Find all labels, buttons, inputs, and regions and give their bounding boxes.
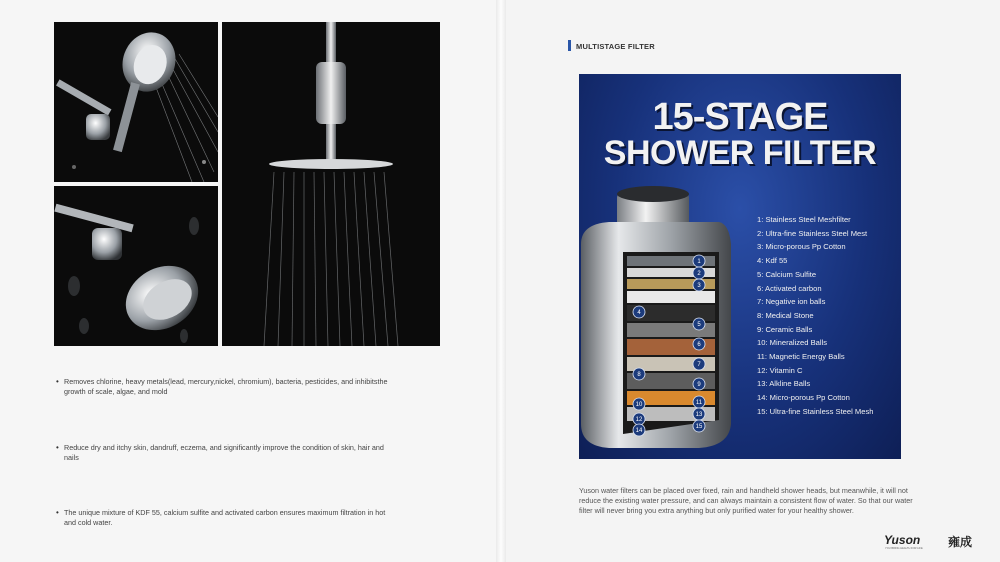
layer-number: 4: [637, 310, 641, 316]
fixed-shower-photo: [54, 186, 218, 346]
stage-item: 10: Mineralized Balls: [757, 338, 828, 348]
stage-item: 4: Kdf 55: [757, 256, 788, 266]
bullet-dot: •: [56, 443, 59, 452]
brand-tagline: YOU BRING HEALTH FOR LIFE: [885, 547, 923, 550]
feature-text: Removes chlorine, heavy metals(lead, mercury,nickel, chromium), bacteria, pesticides, and inhibitsthe growth of scale, algae, and mold: [64, 377, 388, 396]
stage-item: 3: Micro-porous Pp Cotton: [757, 242, 846, 252]
stage-item: 11: Magnetic Energy Balls: [757, 352, 845, 362]
handheld-shower-photo: [54, 22, 218, 182]
layer-number: 5: [697, 322, 701, 328]
poster-title-line1: 15-STAGE: [652, 96, 828, 138]
stage-item: 7: Negative ion balls: [757, 297, 826, 307]
product-description: Yuson water filters can be placed over fixed, rain and handheld shower heads, but meanwhile, it will not reduce the existing water pressure, and can always maintain a consistent flow of water. So that our water filter will never bring you extra anything but only purified water for your healthy shower.: [579, 486, 913, 516]
layer-number: 11: [695, 400, 703, 406]
section-marker: [568, 40, 571, 51]
layer-number: 12: [635, 417, 643, 423]
filter-poster: [579, 74, 901, 459]
poster-title-line2: SHOWER FILTER: [603, 134, 877, 172]
stage-item: 1: Stainless Steel Meshfilter: [757, 215, 851, 224]
layer-number: 8: [637, 372, 641, 378]
layer-number: 10: [635, 402, 643, 408]
brand-name-en: Yuson: [884, 533, 921, 547]
layer-number: 2: [697, 271, 701, 277]
feature-text: Reduce dry and itchy skin, dandruff, eczema, and significantly improve the condition of skin, hair and nails: [64, 443, 384, 462]
stage-list: [757, 213, 874, 419]
layer-number: 7: [697, 362, 701, 368]
stage-item: 9: Ceramic Balls: [757, 324, 813, 334]
layer-number: 15: [695, 424, 703, 430]
stage-item: 12: Vitamin C: [757, 365, 803, 375]
stage-item: 13: Alkline Balls: [757, 379, 811, 389]
stage-item: 8: Medical Stone: [757, 310, 814, 320]
stage-item: 14: Micro-porous Pp Cotton: [757, 393, 850, 403]
stage-item: 5: Calcium Sulfite: [757, 269, 817, 279]
stage-item: 15: Ultra-fine Stainless Steel Mesh: [757, 406, 874, 416]
brand-name-cn: 雍成: [948, 535, 973, 549]
layer-number: 14: [635, 428, 643, 434]
section-title: MULTISTAGE FILTER: [576, 42, 655, 51]
layer-number: 13: [695, 412, 703, 418]
bullet-dot: •: [56, 508, 59, 517]
page-gutter: [496, 0, 506, 562]
layer-number: 1: [697, 259, 701, 265]
feature-bullet: [56, 377, 396, 397]
bullet-dot: •: [56, 377, 59, 386]
feature-bullet: [56, 508, 396, 528]
feature-bullet: [56, 443, 396, 463]
feature-text: The unique mixture of KDF 55, calcium sulfite and activated carbon ensures maximum filtration in hot and cold water.: [64, 508, 386, 527]
brand-logo: [884, 533, 988, 553]
rain-shower-photo: [222, 22, 440, 346]
layer-number: 9: [697, 382, 701, 388]
layer-number: 3: [697, 283, 701, 289]
stage-item: 2: Ultra-fine Stainless Steel Mest: [757, 228, 868, 238]
stage-item: 6: Activated carbon: [757, 283, 822, 293]
layer-number: 6: [697, 342, 701, 348]
